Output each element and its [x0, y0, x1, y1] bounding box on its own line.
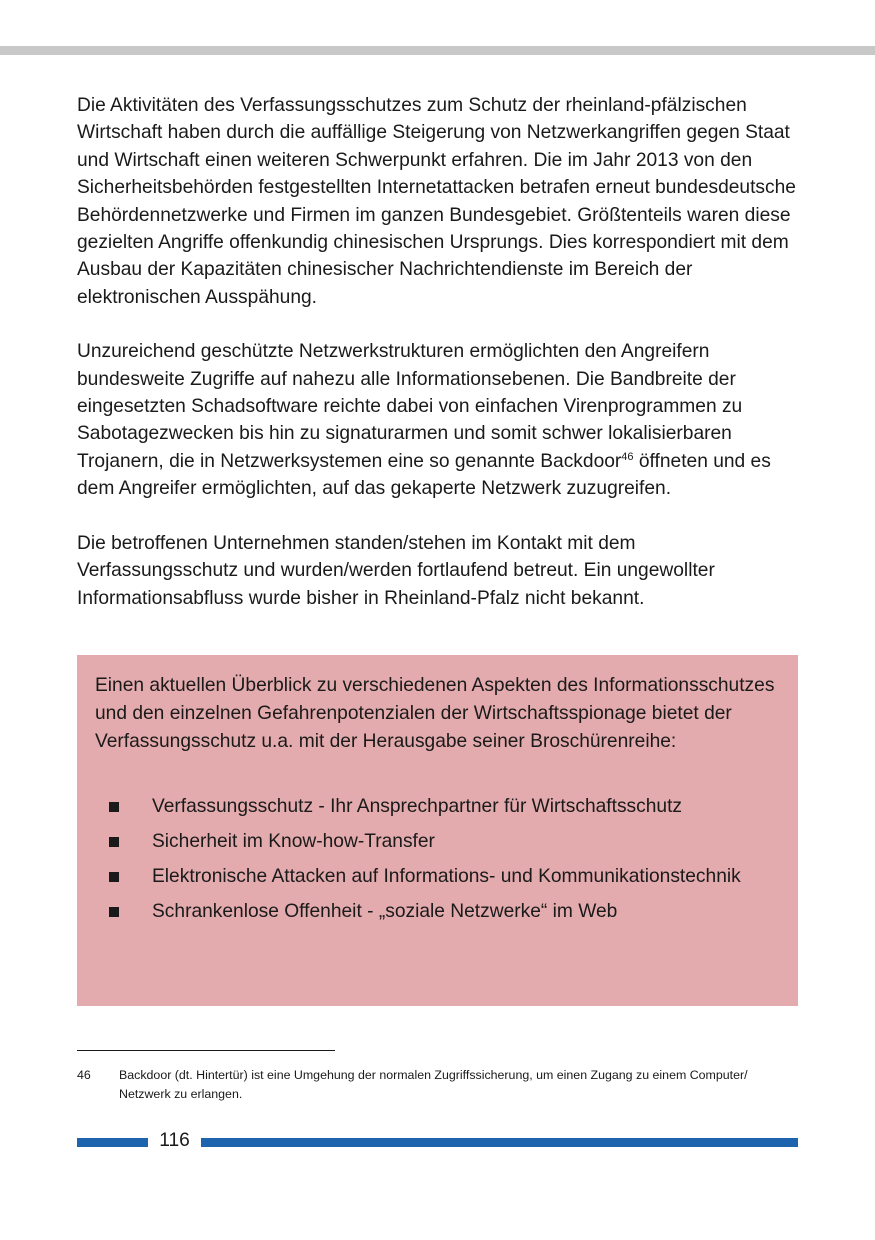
paragraph-2	[77, 338, 799, 502]
square-bullet-icon	[109, 872, 119, 882]
footer-bar-right	[201, 1138, 798, 1147]
paragraph-2-text-end: öffneten und es dem Angreifer ermöglichten, auf das gekaperte Netzwerk zuzugreifen.	[77, 450, 771, 500]
page-footer	[0, 1128, 875, 1156]
paragraph-1: Die Aktivitäten des Verfassungsschutzes zum Schutz der rheinland-pfälzischen Wirtschaft haben durch die auffällige Steigerung von Netzwerkangriffen gegen Staat und Wirtschaft einen weiteren Schwerpunkt erfahren. Die im Jahr 2013 von den Sicherheitsbehörden festgestellten Internetattacken betrafen erneut bundesdeutsche Behördennetzwerke und Firmen im ganzen Bundesgebiet. Größtenteils waren diese gezielten Angriffe offenkundig chinesischen Ursprungs. Dies korrespondiert mit dem Ausbau der Kapazitäten chinesischer Nachrichtendienste im Bereich der elektronischen Ausspähung.	[77, 95, 796, 308]
brochure-list-item	[95, 824, 780, 859]
brochure-title: Verfassungsschutz - Ihr Ansprechpartner für Wirtschaftsschutz	[152, 796, 683, 817]
footnote	[77, 1066, 799, 1104]
brochure-title: Schrankenlose Offenheit - „soziale Netzwerke“ im Web	[152, 901, 618, 922]
top-header-bar	[0, 46, 875, 55]
square-bullet-icon	[109, 837, 119, 847]
footer-bar-left	[77, 1138, 148, 1147]
paragraph-2-text-start: Unzureichend geschützte Netzwerkstrukturen ermöglichten den Angreifern bundesweite Zugriffe auf nahezu alle Informationsebenen. Die Bandbreite der eingesetzten Schadsoftware reichte dabei von einfachen Virenprogrammen zu Sabotagezwecken bis hin zu signaturarmen und somit schwer lokalisierbaren Trojanern, die in Netzwerksystemen eine so genannte Backdoor	[77, 341, 743, 472]
footnote-number: 46	[77, 1068, 91, 1082]
brochure-title: Sicherheit im Know-how-Transfer	[152, 831, 435, 852]
main-content	[77, 92, 799, 639]
page-number: 116	[159, 1130, 190, 1151]
info-box-intro: Einen aktuellen Überblick zu verschiedenen Aspekten des Informationsschutzes und den einzelnen Gefahrenpotenzialen der Wirtschaftsspionage bietet der Verfassungsschutz u.a. mit der Herausgabe seiner Broschürenreihe:	[95, 675, 775, 752]
footnote-reference[interactable]: 46	[621, 450, 634, 463]
brochure-list	[95, 789, 780, 929]
paragraph-3: Die betroffenen Unternehmen standen/stehen im Kontakt mit dem Verfassungsschutz und wurden/werden fortlaufend betreut. Ein ungewollter Informationsabfluss wurde bisher in Rheinland-Pfalz nicht bekannt.	[77, 532, 715, 609]
footnote-divider	[77, 1050, 335, 1051]
square-bullet-icon	[109, 802, 119, 812]
brochure-list-item	[95, 859, 780, 894]
brochure-list-item	[95, 894, 780, 929]
footnote-text: Backdoor (dt. Hintertür) ist eine Umgehung der normalen Zugriffssicherung, um einen Zugang zu einem Computer/ Netzwerk zu erlangen.	[119, 1068, 748, 1101]
square-bullet-icon	[109, 907, 119, 917]
brochure-list-item	[95, 789, 780, 824]
info-box	[77, 655, 798, 1006]
brochure-title: Elektronische Attacken auf Informations- und Kommunikationstechnik	[152, 866, 741, 887]
